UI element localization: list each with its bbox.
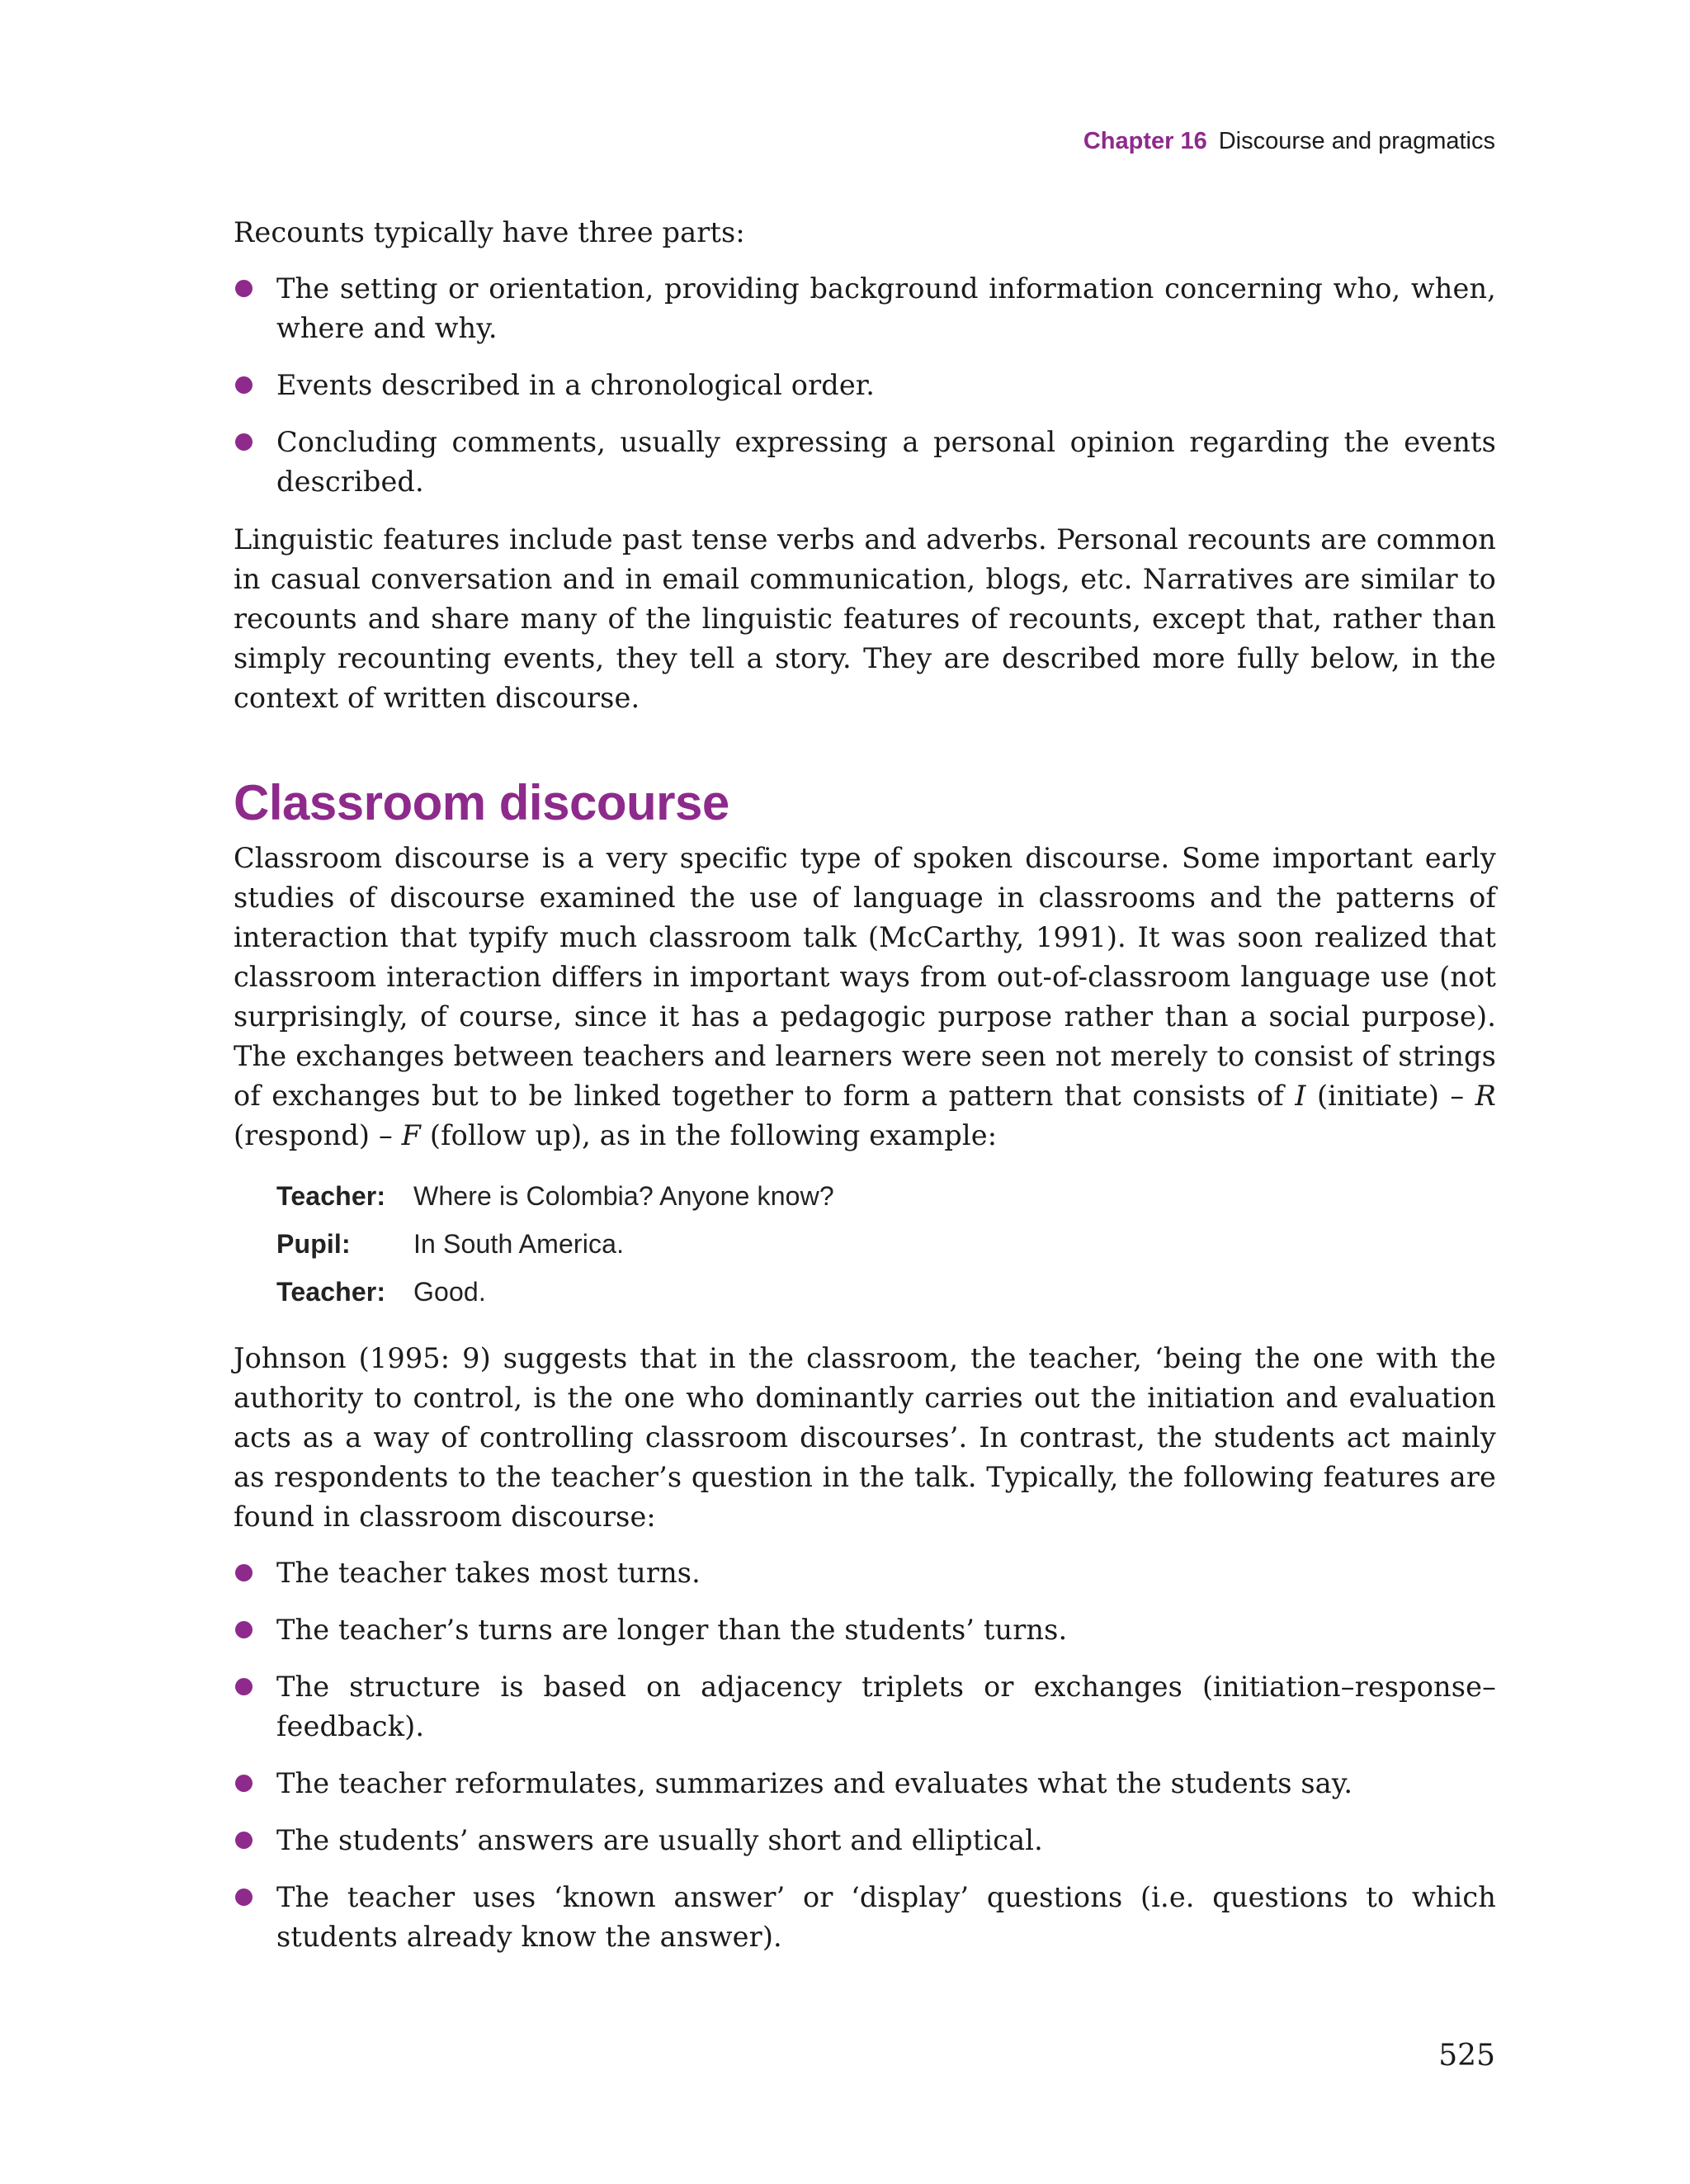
- classroom-features-list: [234, 1553, 1496, 1957]
- classroom-paragraph-1: Classroom discourse is a very specific type of spoken discourse. Some important early studies of discourse examined the use of language in classrooms and the patterns of interaction that typify much classroom talk (McCarthy, 1991). It was soon realized that classroom interaction differs in important ways from out-of-classroom language use (not surprisingly, of course, since it has a pedagogic purpose rather than a social purpose). The exchanges between teachers and learners were seen not merely to consist of strings of exchanges but to be linked together to form a pattern that consists of I (initiate) – R (respond) – F (follow up), as in the following example:: [234, 842, 1496, 1151]
- section-heading: Classroom discourse: [234, 775, 729, 830]
- dialogue-line: [276, 1172, 1496, 1220]
- dialogue-line: [276, 1220, 1496, 1268]
- dialogue-line: [276, 1268, 1496, 1316]
- chapter-label: Chapter 16: [1083, 128, 1207, 154]
- utterance: In South America.: [413, 1229, 625, 1259]
- speaker-label: Pupil:: [276, 1229, 351, 1259]
- page-body: [234, 213, 1496, 1975]
- speaker-label: Teacher:: [276, 1277, 386, 1307]
- bullet-icon: [235, 1564, 253, 1581]
- bullet-icon: [235, 433, 253, 451]
- list-item: The teacher takes most turns.: [234, 1553, 1496, 1593]
- utterance: Good.: [413, 1277, 486, 1307]
- recounts-parts-list: [234, 269, 1496, 502]
- list-item: The teacher’s turns are longer than the students’ turns.: [234, 1610, 1496, 1650]
- bullet-icon: [235, 1832, 253, 1849]
- utterance: Where is Colombia? Anyone know?: [413, 1181, 834, 1211]
- bullet-icon: [235, 376, 253, 394]
- list-item: The teacher uses ‘known answer’ or ‘display’ questions (i.e. questions to which students already know the answer).: [234, 1878, 1496, 1957]
- running-head: [1083, 128, 1495, 155]
- list-item: The students’ answers are usually short and elliptical.: [234, 1821, 1496, 1860]
- speaker-label: Teacher:: [276, 1181, 386, 1211]
- bullet-icon: [235, 1889, 253, 1906]
- bullet-icon: [235, 1775, 253, 1792]
- list-item: The teacher reformulates, summarizes and evaluates what the students say.: [234, 1764, 1496, 1803]
- dialogue-example: [276, 1172, 1496, 1316]
- list-item: The structure is based on adjacency triplets or exchanges (initiation–response–feedback).: [234, 1667, 1496, 1747]
- list-item: The setting or orientation, providing background information concerning who, when, where and why.: [234, 269, 1496, 348]
- list-item: Concluding comments, usually expressing a personal opinion regarding the events described.: [234, 423, 1496, 502]
- chapter-title: Discourse and pragmatics: [1218, 128, 1495, 154]
- recounts-intro: Recounts typically have three parts:: [234, 216, 745, 248]
- bullet-icon: [235, 280, 253, 297]
- recounts-paragraph: Linguistic features include past tense verbs and adverbs. Personal recounts are common in casual conversation and in email communication, blogs, etc. Narratives are similar to recounts and share many of the linguistic features of recounts, except that, rather than simply recounting events, they tell a story. They are described more fully below, in the context of written discourse.: [234, 523, 1496, 714]
- page-number: 525: [1438, 2039, 1495, 2073]
- bullet-icon: [235, 1621, 253, 1638]
- bullet-icon: [235, 1678, 253, 1695]
- list-item: Events described in a chronological order.: [234, 366, 1496, 405]
- classroom-paragraph-2: Johnson (1995: 9) suggests that in the classroom, the teacher, ‘being the one with the authority to control, is the one who dominantly carries out the initiation and evaluation acts as a way of controlling classroom discourses’. In contrast, the students act mainly as respondents to the teacher’s question in the talk. Typically, the following features are found in classroom discourse:: [234, 1342, 1496, 1533]
